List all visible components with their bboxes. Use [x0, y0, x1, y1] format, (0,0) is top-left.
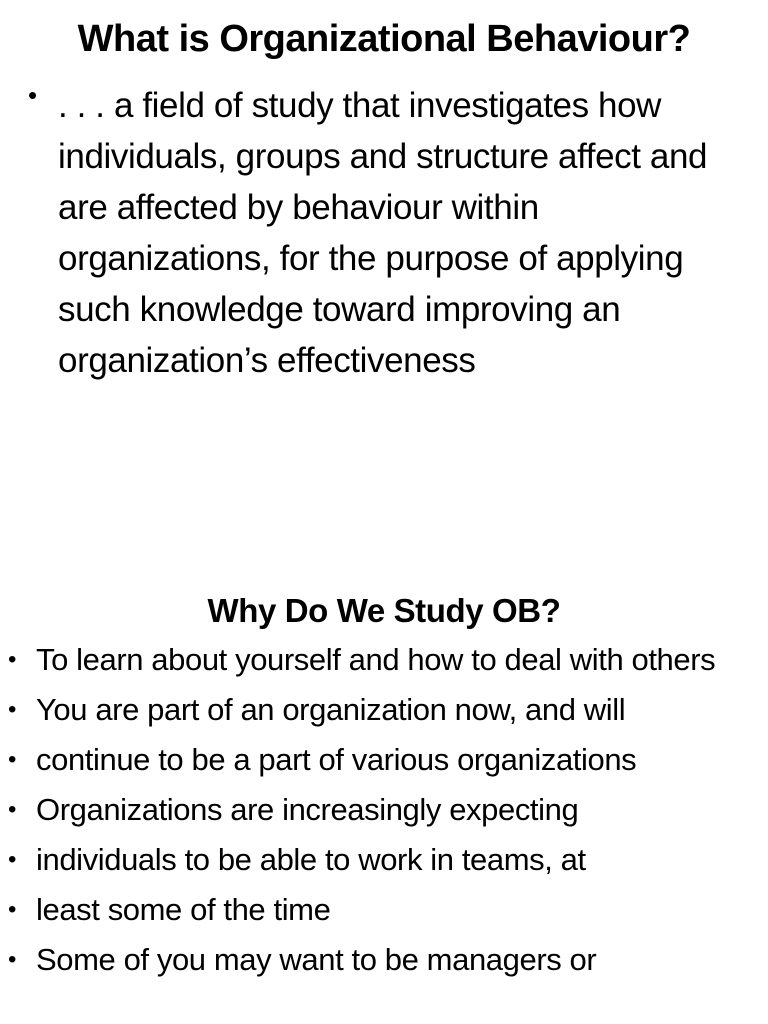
list-item — [8, 790, 760, 830]
section-title: Why Do We Study OB? — [207, 592, 561, 629]
list-item — [8, 840, 760, 880]
list-item-text: You are part of an organization now, and will — [36, 692, 626, 727]
bullet-marker: • — [8, 946, 17, 973]
bullet-marker: • — [8, 896, 17, 923]
reasons-list — [8, 640, 760, 990]
list-item-text: Some of you may want to be managers or — [36, 942, 597, 977]
bullet-marker: • — [8, 796, 17, 823]
list-item-text: To learn about yourself and how to deal with others — [36, 642, 716, 677]
list-item-text: continue to be a part of various organizations — [36, 742, 637, 777]
list-item — [8, 940, 760, 980]
list-item — [8, 740, 760, 780]
list-item-text: Organizations are increasingly expecting — [36, 792, 579, 827]
bullet-marker: • — [8, 646, 17, 673]
bullet-marker: • — [8, 846, 17, 873]
list-item-text: individuals to be able to work in teams, at — [36, 842, 586, 877]
list-item — [8, 890, 760, 930]
list-item-text: least some of the time — [36, 892, 331, 927]
bullet-marker: • — [8, 746, 17, 773]
definition-block — [28, 80, 748, 386]
bullet-marker: • — [28, 80, 38, 110]
page-title: What is Organizational Behaviour? — [77, 18, 691, 60]
list-item — [8, 690, 760, 730]
list-item — [8, 640, 760, 680]
definition-text: . . . a field of study that investigates how individuals, groups and structure affect and are affected by behaviour within organizations, for the purpose of applying such knowledge toward improving an organization’s effectiveness — [58, 86, 708, 380]
bullet-marker: • — [8, 696, 17, 723]
definition-bullet-row — [28, 80, 748, 386]
